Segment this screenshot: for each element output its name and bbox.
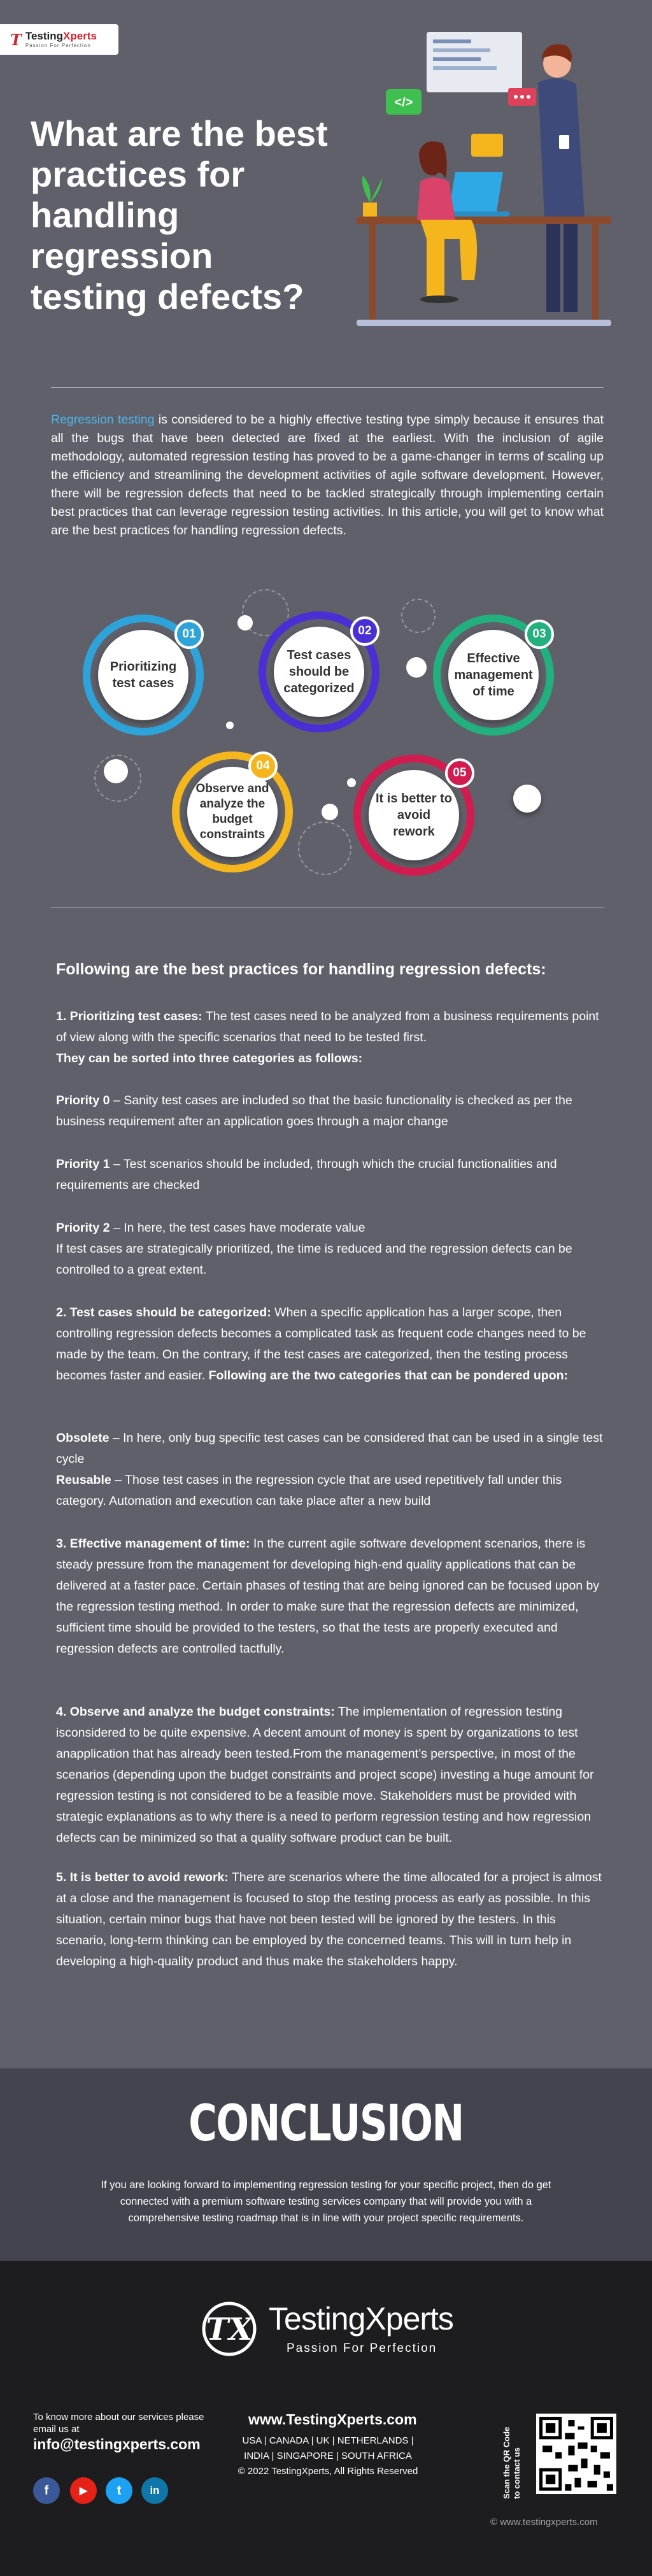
practice-2-paragraph <box>56 1302 604 1386</box>
tx-logo-icon: T <box>10 30 22 49</box>
priority-2-paragraph <box>56 1218 604 1281</box>
plant-pot <box>363 203 377 217</box>
practice-1-text: The test cases need to be analyzed from a business requirements point of view along with the specific scenarios that need to be tested first. <box>56 1009 599 1044</box>
practice-label-5: It is better to avoid rework <box>369 770 459 860</box>
divider <box>51 907 604 908</box>
practice-number-3: 03 <box>525 620 554 649</box>
practice-label-2: Test cases should be categorized <box>274 627 364 717</box>
practice-label-1: Prioritizing test cases <box>98 630 188 720</box>
decor-ring <box>401 599 436 633</box>
practice-5-title: 5. It is better to avoid rework: <box>56 1870 229 1884</box>
priority-0-text: – Sanity test cases are included so that the basic functionality is checked as per the business requirement after an application goes through a major change <box>56 1093 572 1128</box>
practice-number-1: 01 <box>174 620 204 649</box>
practice-5-text: There are scenarios where the time allocated for a project is almost at a close and the management is focused to stop the testing process as early as possible. In this situation, certain minor bugs that have not been tested will be ignored by the testers. In this scenario, long-term thinking can be employed by the concerned teams. This will in turn help in developing a high-quality product and thus make the stakeholders happy. <box>56 1870 602 1968</box>
code-badge: </> <box>394 96 413 110</box>
website-link[interactable]: www.TestingXperts.com <box>248 2411 417 2428</box>
priority-2-label: Priority 2 <box>56 1221 110 1235</box>
intro-text: is considered to be a highly effective testing type simply because it ensures that all the bugs that have been detected are fixed at the earliest. With the inclusion of agile methodology, automated regression testing has proved to be a game-changer in terms of scaling up the efficiency and streamlining the development activities of agile software development. However, there will be regression defects that need to be tackled strategically through implementing certain best practices that can leverage regression testing activities. In this article, you will get to know what are the best practices for handling regression defects. <box>51 413 604 537</box>
desk <box>357 217 611 224</box>
logo-tagline: Passion For Perfection <box>25 42 91 48</box>
woman-body <box>417 178 455 220</box>
monitor-line <box>433 66 497 70</box>
practice-1-paragraph <box>56 1006 604 1069</box>
practice-circle-3 <box>433 615 554 736</box>
qr-code[interactable] <box>536 2414 616 2494</box>
obsolete-text: – In here, only bug specific test cases can be considered that can be used in a single test cycle <box>56 1431 603 1466</box>
practice-circle-2 <box>259 611 379 732</box>
practice-number-4: 04 <box>248 751 278 781</box>
contact-prompt: To know more about our services please email us at <box>33 2412 204 2435</box>
practice-circle-4 <box>172 751 293 872</box>
logo-brand-b: Xperts <box>63 29 97 42</box>
twitter-icon[interactable]: t <box>106 2477 132 2504</box>
contact-email-link[interactable]: info@testingxperts.com <box>33 2436 201 2452</box>
priority-summary-text: If test cases are strategically prioritized, the time is reduced and the regression defects can be controlled to a great extent. <box>56 1242 572 1277</box>
decor-dot <box>347 778 356 787</box>
image-icon <box>471 134 503 157</box>
practice-5-paragraph <box>56 1867 604 1972</box>
reusable-label: Reusable <box>56 1473 111 1487</box>
qr-label: Scan the QR Code to contact us <box>502 2426 521 2499</box>
tx-logo-icon <box>197 2300 261 2358</box>
youtube-icon[interactable]: ▶ <box>70 2477 97 2504</box>
practice-2-text: When a specific application has a larger scope, then controlling regression defects becomes a complicated task as frequent code changes need to be made by the team. On the contrary, if the test cases are categorized, then the testing process becomes faster and easier. <box>56 1306 586 1383</box>
practice-label-4: Observe and analyze the budget constraints <box>187 767 278 857</box>
practice-2-subtitle: Following are the two categories that can be pondered upon: <box>208 1369 569 1383</box>
practice-3-paragraph <box>56 1534 604 1660</box>
priority-2-text: – In here, the test cases have moderate value <box>110 1221 365 1235</box>
practice-label-3: Effective management of time <box>448 630 539 720</box>
facebook-icon[interactable]: f <box>33 2477 60 2504</box>
decor-dot <box>406 657 427 678</box>
practice-3-text: In the current agile software development scenarios, there is steady pressure from the management for developing high-end quality applications that can be delivered at a faster pace. Certain phases of testing that are being ignored can be focused upon by the regression testing method. In order to make sure that the regression defects are minimized, sufficient time should be provided to the testers, so that the tests are properly executed and regression defects are controlled tactfully. <box>56 1537 600 1656</box>
reusable-text: – Those test cases in the regression cycle that are used repetitively fall under this category. Automation and execution can take place after a new build <box>56 1473 562 1508</box>
section-heading: Following are the best practices for handling regression defects: <box>56 960 546 978</box>
divider <box>51 387 604 388</box>
page-title: What are the best practices for handling regression testing defects? <box>31 113 328 317</box>
practice-1-subtitle: They can be sorted into three categories as follows: <box>56 1051 363 1065</box>
footer-url[interactable]: © www.testingxperts.com <box>490 2517 598 2528</box>
testingxperts-logo[interactable] <box>0 24 118 55</box>
copyright: © 2022 TestingXperts, All Rights Reserved <box>237 2466 418 2477</box>
practice-4-title: 4. Observe and analyze the budget constraints: <box>56 1705 335 1719</box>
decor-ring <box>298 822 351 875</box>
locations-line-2: INDIA | SINGAPORE | SOUTH AFRICA <box>244 2451 412 2461</box>
locations-line-1: USA | CANADA | UK | NETHERLANDS | <box>242 2435 414 2446</box>
hero-illustration <box>344 25 624 344</box>
decor-dot <box>237 615 253 630</box>
linkedin-icon[interactable]: in <box>141 2477 168 2504</box>
monitor-line <box>433 57 481 61</box>
obsolete-label: Obsolete <box>56 1431 110 1445</box>
obsolete-paragraph <box>56 1428 604 1512</box>
practice-number-2: 02 <box>350 616 379 646</box>
decor-dot <box>513 785 541 813</box>
decor-dot <box>226 722 234 729</box>
practice-1-title: 1. Prioritizing test cases: <box>56 1009 202 1023</box>
regression-testing-link[interactable]: Regression testing <box>51 413 155 427</box>
practice-2-title: 2. Test cases should be categorized: <box>56 1306 271 1320</box>
monitor-line <box>433 39 471 43</box>
practice-4-text: The implementation of regression testing isconsidered to be quite expensive. A decent amount of money is spent by organizations to test anapplication that has already been tested.From the management’s perspective, in most of the scenarios (depending upon the budget constraints and project scope) investing a huge amount for regression testing is not considered to be a feasible move. Stakeholders must be provided with strategic explanations as to why there is a need to perform regression testing and how regression defects can be minimized so that a quality software product can be built. <box>56 1705 594 1845</box>
decor-dot <box>322 804 338 820</box>
priority-1-text: – Test scenarios should be included, through which the crucial functionalities and requirements are checked <box>56 1157 557 1192</box>
priority-0-label: Priority 0 <box>56 1093 110 1107</box>
conclusion-text: If you are looking forward to implementing regression testing for your specific project, then do get connected with a premium software testing services company that will provide you with a comprehensive testing roadmap that is in line with your project specific requirements. <box>101 2179 551 2224</box>
footer-tagline: Passion For Perfection <box>287 2342 437 2355</box>
practice-4-paragraph <box>56 1702 604 1849</box>
priority-1-paragraph <box>56 1154 604 1196</box>
logo-brand-a: Testing <box>25 29 64 42</box>
logo-text <box>25 31 97 48</box>
intro-paragraph <box>51 411 604 540</box>
footer-brand: TestingXperts <box>269 2301 453 2337</box>
conclusion-title: CONCLUSION <box>188 2095 464 2153</box>
svg-text:TX: TX <box>206 2312 253 2347</box>
practice-circle-5 <box>353 755 474 876</box>
priority-1-label: Priority 1 <box>56 1157 110 1171</box>
practice-number-5: 05 <box>445 758 474 788</box>
monitor-line <box>433 48 490 52</box>
laptop <box>449 172 503 211</box>
coffee-mug <box>559 135 569 149</box>
priority-0-paragraph <box>56 1090 604 1132</box>
decor-dot <box>104 759 128 783</box>
practice-3-title: 3. Effective management of time: <box>56 1537 250 1551</box>
practice-circle-1 <box>83 615 204 736</box>
